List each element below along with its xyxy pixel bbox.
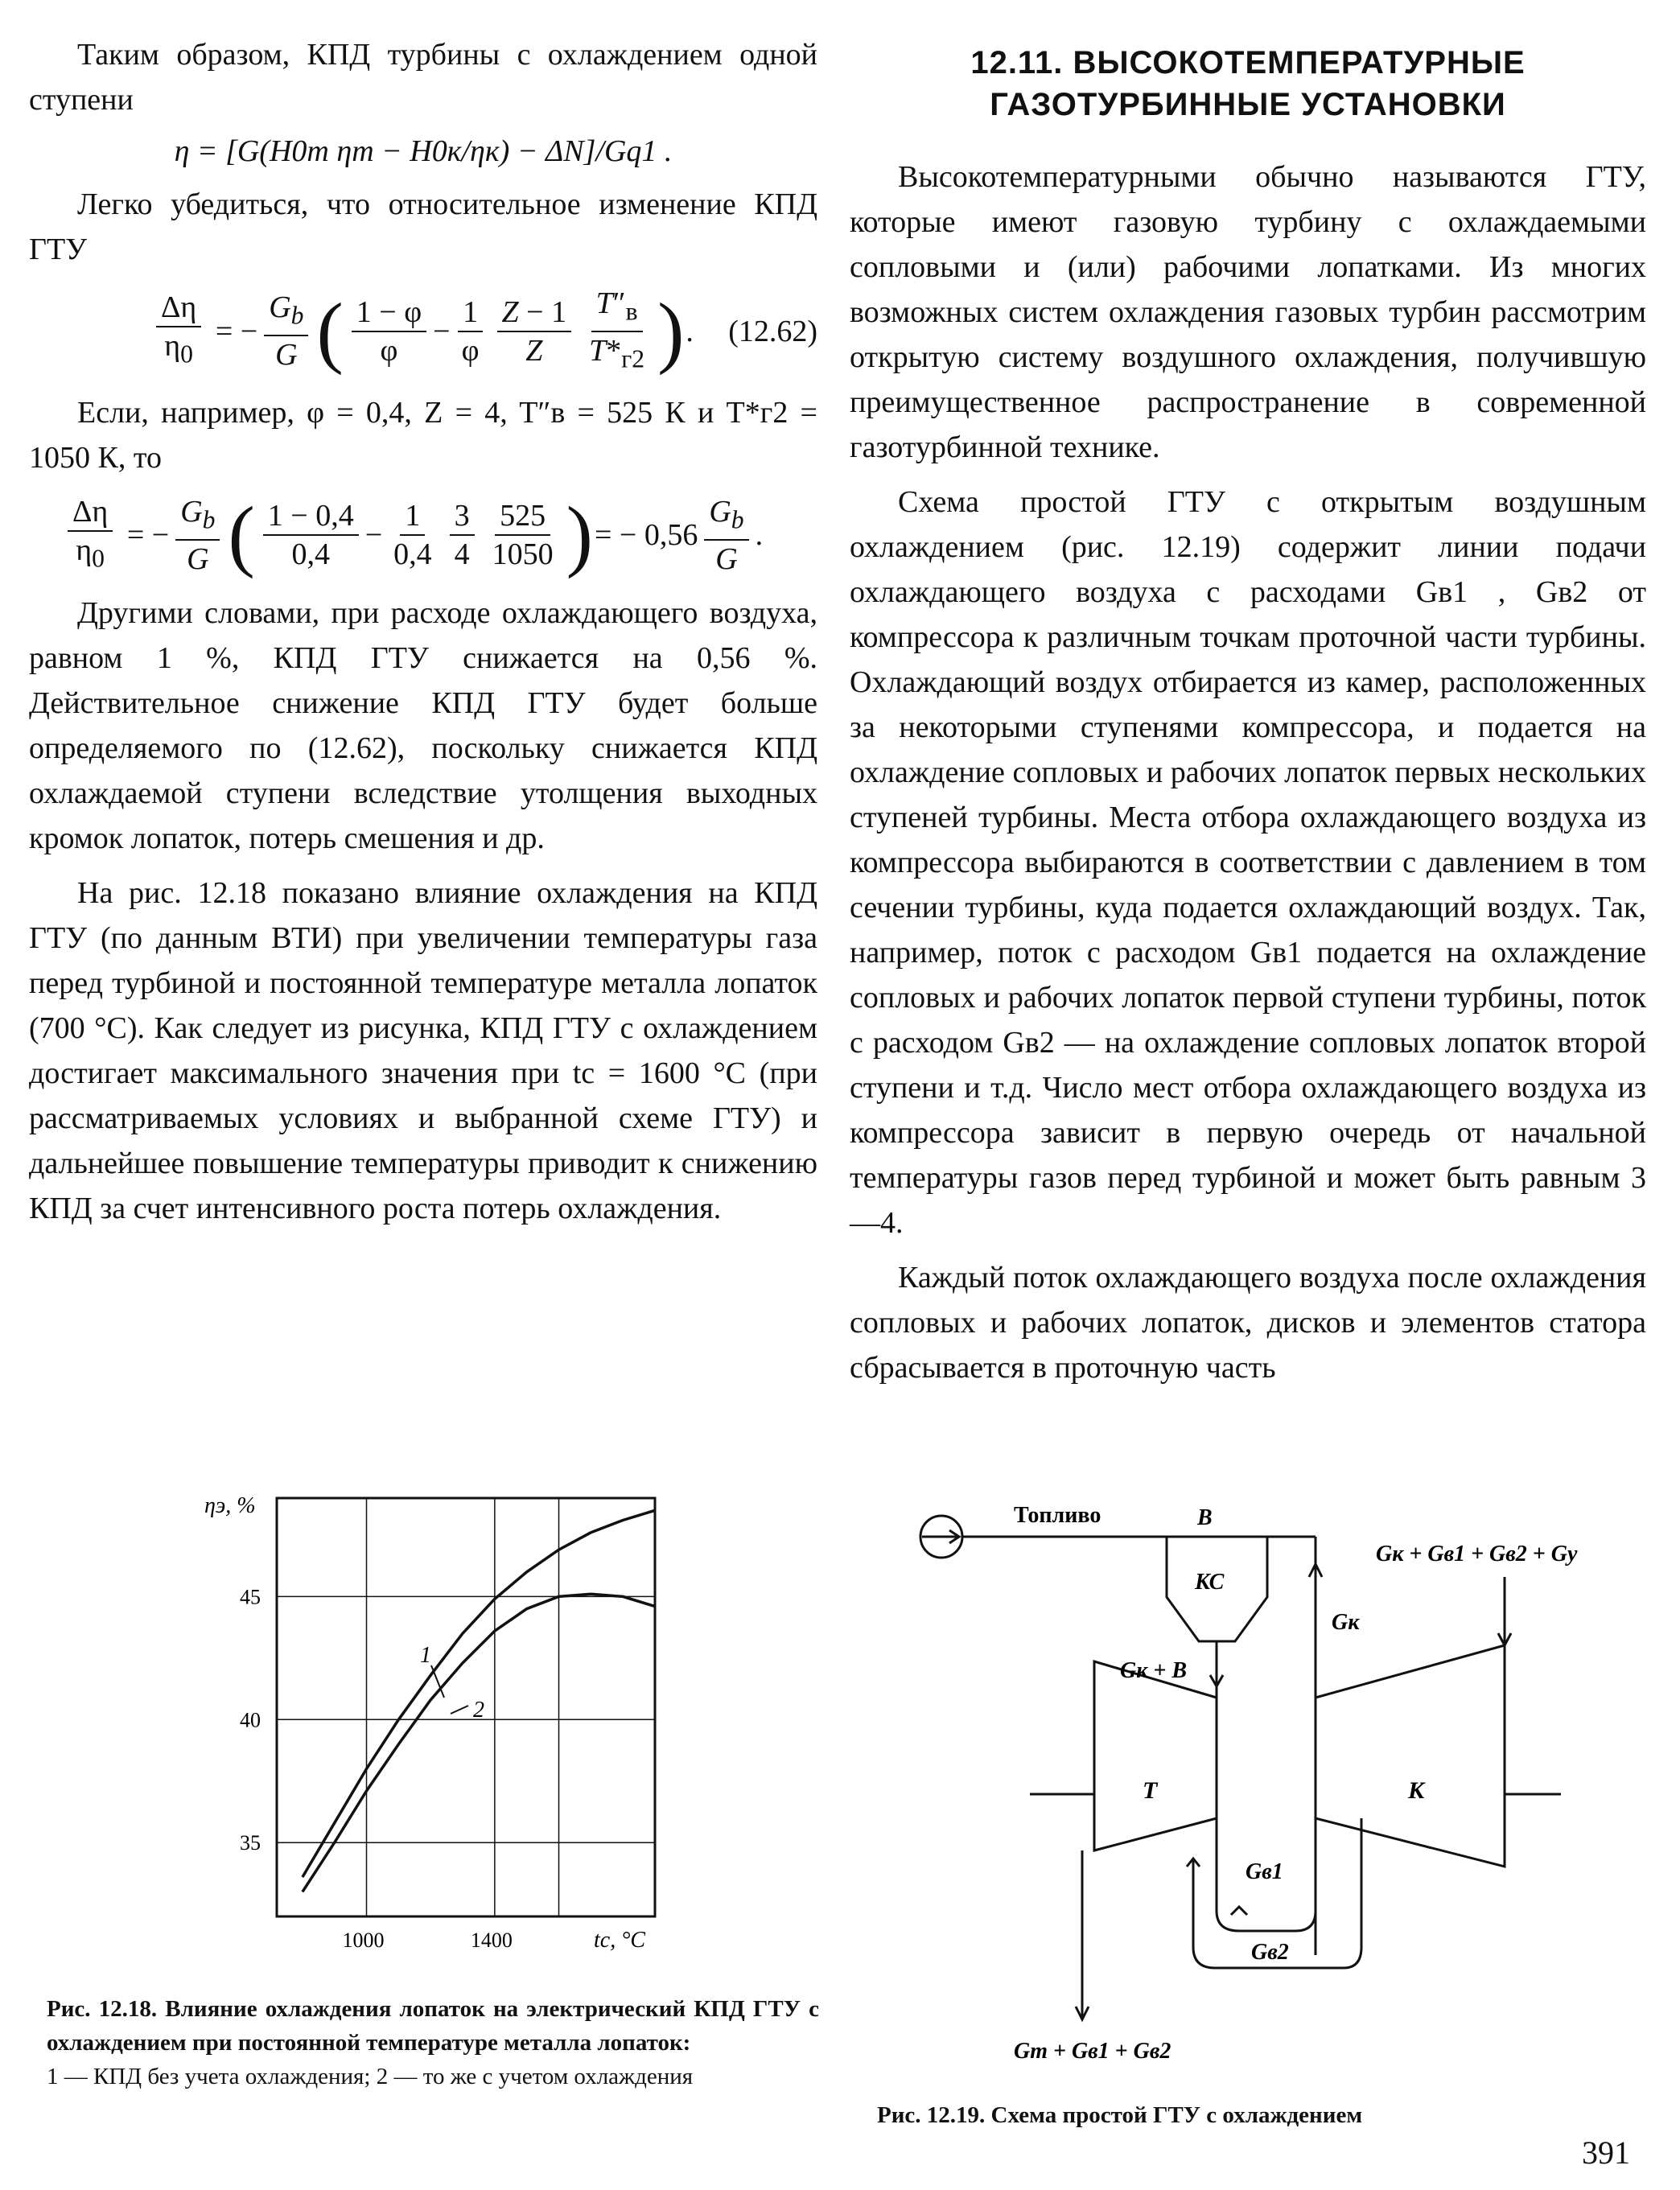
y-axis-label: ηэ, % <box>204 1493 256 1518</box>
paragraph: Другими словами, при расходе охлаждающего воздуха, равном 1 %, КПД ГТУ снижается на 0,56 %. Действительное снижение КПД ГТУ будет больше определяемого по (12.62), поскольку снижается КПД охлаждаемой ступени вследствие утолщения выходных кромок лопаток, потерь смешения и др. <box>29 595 817 855</box>
fuel-label: Топливо <box>1014 1503 1101 1528</box>
x-tick-label: 1000 <box>342 1929 385 1952</box>
kc-label: КС <box>1195 1570 1225 1595</box>
paragraph: Таким образом, КПД турбины с охлаждением одной ступени <box>29 38 817 117</box>
series-2-leader <box>451 1706 468 1714</box>
equation-numeric: $\frac{\Delta\eta}{\eta_0}$ = − $\frac{G_b}{G}$ ( $\frac{1 - 0,4}{0,4}$ − $\frac{1}{0,4}$ $\frac{3}{4}$ $\frac{525}{1050}$ ) = − 0,56 $\frac{G_b}{G}$ . <box>29 493 817 578</box>
gv1-label: Gв1 <box>1246 1859 1283 1884</box>
formula-efficiency: η = [G(H0т ηт − H0к/ηк) − ΔN]/Gq1 . <box>174 134 673 168</box>
series-1-line <box>303 1510 655 1877</box>
t-label: Т <box>1143 1777 1158 1804</box>
paragraph: Схема простой ГТУ с открытым воздушным охлаждением (рис. 12.19) содержит линии подачи охлаждающего воздуха с расходами Gв1 , Gв2 от компрессора к различным точкам проточной части турбины. Охлаждающий воздух отбирается из камер, расположенных за некоторыми ступенями компрессора, и подается на охлаждение сопловых и рабочих лопаток первых нескольких ступеней турбины. Места отбора охлаждающего воздуха из компрессора выбираются в соответствии с давлением в том сечении турбины, куда подается охлаждающий воздух. Так, например, поток с расходом Gв1 подается на охлаждение сопловых и рабочих лопаток первой ступени турбины, поток с расходом Gв2 — на охлаждение сопловых лопаток второй ступени и т.д. Число мест отбора охлаждающего воздуха из компрессора зависит в первую очередь от начальной температуры газов перед турбиной и может быть равным 3—4. <box>850 485 1646 1240</box>
turbine <box>1094 1661 1217 1850</box>
paragraph: На рис. 12.18 показано влияние охлаждения на КПД ГТУ (по данным ВТИ) при увеличении температуры газа перед турбиной и постоянной температуре металла лопаток (700 °С). Как следует из рисунка, КПД ГТУ с охлаждением достигает максимального значения при tс = 1600 °С (при рассматриваемых условиях и выбранной схеме ГТУ) и дальнейшее повышение температуры приводит к снижению КПД за счет интенсивного роста потерь охлаждения. <box>29 875 817 1225</box>
k-label: К <box>1408 1777 1425 1804</box>
figure-12-19-caption: Рис. 12.19. Схема простой ГТУ с охлаждением <box>877 2102 1363 2128</box>
tick-labels <box>240 1585 513 1952</box>
y-tick-label: 45 <box>240 1585 261 1609</box>
gk-label: Gк <box>1332 1610 1360 1635</box>
page-number: 391 <box>1582 2134 1630 2171</box>
figure-12-18-caption: Рис. 12.18. Влияние охлаждения лопаток на электрический КПД ГТУ с охлаждением при постоянной температуре металла лопаток: 1 — КПД без учета охлаждения; 2 — то же с учетом охлаждения <box>47 1996 819 2089</box>
left-column <box>29 32 817 1231</box>
paragraph: Каждый поток охлаждающего воздуха после охлаждения сопловых и рабочих лопаток, дисков и элементов статора сбрасывается в проточную часть <box>850 1261 1646 1385</box>
series-2-line <box>303 1594 655 1892</box>
paragraph: Легко убедиться, что относительное изменение КПД ГТУ <box>29 187 817 266</box>
series-2-label: 2 <box>473 1698 484 1723</box>
gtu-cooling-scheme <box>893 1480 1633 2068</box>
gk-plus-b-label: Gк + B <box>1120 1658 1188 1683</box>
x-tick-label: 1400 <box>470 1929 513 1952</box>
efficiency-chart <box>185 1480 700 1963</box>
paragraph: Если, например, φ = 0,4, Z = 4, T″в = 525 К и T*г2 = 1050 К, то <box>29 396 817 475</box>
series-1-label: 1 <box>420 1643 431 1668</box>
y-tick-label: 35 <box>240 1831 261 1855</box>
x-axis-label: tс, °С <box>594 1928 646 1953</box>
equation-12-62: $\frac{\Delta\eta}{\eta_0}$ = − $\frac{G_b}{G}$ ( $\frac{1 - \varphi}{\varphi}$ − $\frac{1}{\varphi}$ $\frac{Z - 1}{Z}$ $\frac{T''_в}{T*_{г2}}$ ) . (12.62) <box>29 285 817 377</box>
section-heading: 12.11. ВЫСОКОТЕМПЕРАТУРНЫЕ ГАЗОТУРБИННЫЕ УСТАНОВКИ <box>970 45 1526 122</box>
paragraph: Высокотемпературными обычно называются ГТУ, которые имеют газовую турбину с охлаждаемыми сопловыми и (или) рабочими лопатками. Из многих возможных систем охлаждения газовых турбин рассмотрим открытую систему воздушного охлаждения, получившую преимущественное распространение в современной газотурбинной технике. <box>850 160 1646 464</box>
gv2-label: Gв2 <box>1251 1940 1289 1965</box>
compressor <box>1316 1645 1505 1867</box>
equation-result: = − 0,56 <box>594 518 698 553</box>
y-tick-label: 40 <box>240 1708 261 1732</box>
inlet-flow-label: Gк + Gв1 + Gв2 + Gу <box>1376 1542 1578 1566</box>
right-column <box>850 32 1646 1390</box>
b-label: B <box>1197 1505 1213 1530</box>
equation-number: (12.62) <box>728 314 817 348</box>
outlet-flow-label: Gт + Gв1 + Gв2 <box>1014 2039 1171 2064</box>
